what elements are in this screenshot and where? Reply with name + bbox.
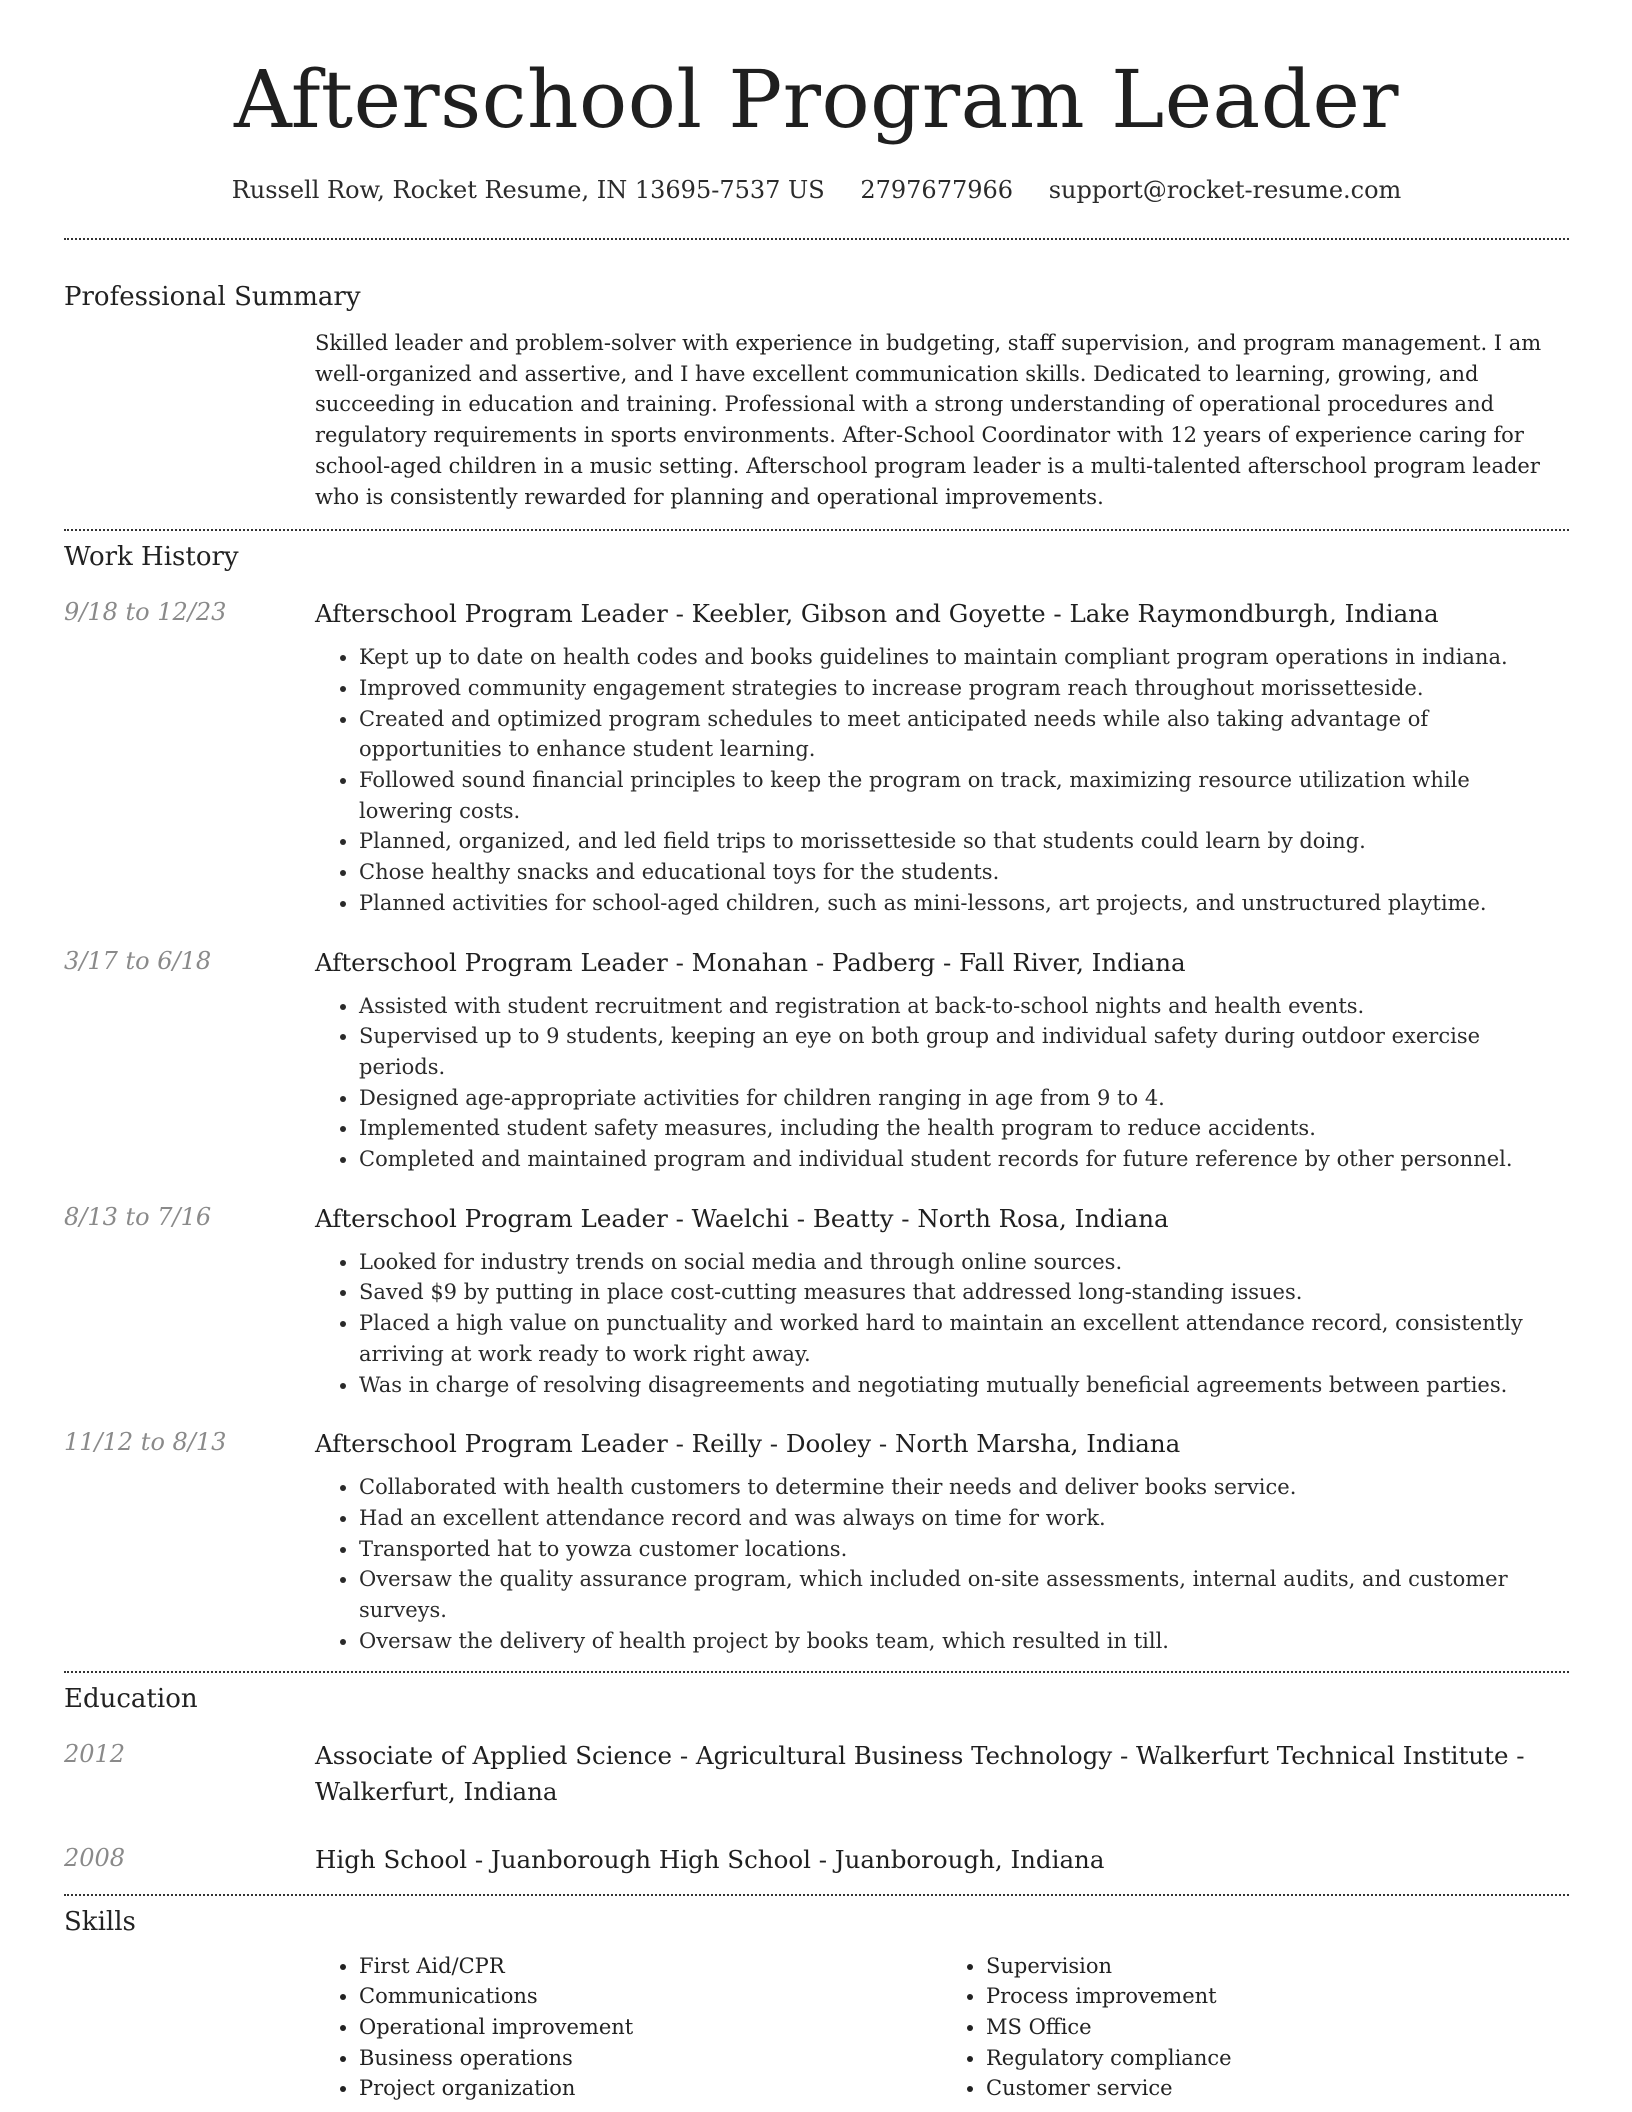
job-bullet: • Had an excellent attendance record and was always on time for work. [359, 1503, 1569, 1534]
job-bullet: • Designed age-appropriate activities for children ranging in age from 9 to 4. [359, 1083, 1569, 1114]
section-divider [64, 238, 1569, 240]
job-bullet: • Chose healthy snacks and educational toys for the students. [359, 857, 1569, 888]
summary-text: Skilled leader and problem-solver with experience in budgeting, staff supervision, and program management. I am well-organized and assertive, and I have excellent communication skills. Dedicated to learning, growing, and succeeding in education and training. Professional with a strong understanding of operational procedures and regulatory requirements in sports environments. After-School Coordinator with 12 years of experience caring for school-aged children in a music setting. Afterschool program leader is a multi-talented afterschool program leader who is consistently rewarded for planning and operational improvements. [315, 331, 1542, 509]
job-bullet: • Looked for industry trends on social media and through online sources. [359, 1247, 1569, 1278]
contact-email: support@rocket-resume.com [1048, 176, 1402, 204]
job-bullet: • Saved $9 by putting in place cost-cutting measures that addressed long-standing issues. [359, 1277, 1569, 1308]
job-title: Afterschool Program Leader - Monahan - Padberg - Fall River, Indiana [315, 947, 1186, 977]
job-bullets [315, 1472, 1569, 1656]
section-divider [64, 1671, 1569, 1673]
resume-name: Afterschool Program Leader [233, 53, 1400, 146]
section-divider [64, 1894, 1569, 1896]
skills-list [315, 1951, 1569, 2105]
job-entry [64, 596, 1569, 918]
job-bullet: • Improved community engagement strategies to increase program reach throughout morissetteside. [359, 673, 1569, 704]
skills-column-left [315, 1951, 942, 2105]
skills-column-right [942, 1951, 1569, 2105]
job-bullets [315, 1247, 1569, 1401]
skill-item: • Supervision [986, 1951, 1569, 1982]
job-bullet: • Assisted with student recruitment and registration at back-to-school nights and health events. [359, 991, 1569, 1022]
job-bullet: • Created and optimized program schedules to meet anticipated needs while also taking advantage of opportunities to enhance student learning. [359, 704, 1569, 765]
skill-item: • Regulatory compliance [986, 2043, 1569, 2074]
skill-item: • Process improvement [986, 1981, 1569, 2012]
job-bullet: • Was in charge of resolving disagreements and negotiating mutually beneficial agreements between parties. [359, 1370, 1569, 1401]
job-dates: 8/13 to 7/16 [64, 1202, 212, 1231]
job-bullet: • Oversaw the quality assurance program, which included on-site assessments, internal audits, and customer surveys. [359, 1564, 1569, 1625]
job-bullet: • Kept up to date on health codes and books guidelines to maintain compliant program operations in indiana. [359, 642, 1569, 673]
contact-line [64, 176, 1569, 204]
job-bullet: • Implemented student safety measures, including the health program to reduce accidents. [359, 1113, 1569, 1144]
education-entry [64, 1842, 1569, 1878]
job-dates: 3/17 to 6/18 [64, 946, 212, 975]
job-entry [64, 945, 1569, 1175]
skill-item: • Operational improvement [359, 2012, 942, 2043]
job-bullet: • Followed sound financial principles to keep the program on track, maximizing resource utilization while lowering costs. [359, 765, 1569, 826]
skill-item: • Project organization [359, 2073, 942, 2104]
job-bullet: • Transported hat to yowza customer locations. [359, 1534, 1569, 1565]
job-entry [64, 1201, 1569, 1401]
job-bullet: • Collaborated with health customers to determine their needs and deliver books service. [359, 1472, 1569, 1503]
job-bullet: • Placed a high value on punctuality and worked hard to maintain an excellent attendance record, consistently arriving at work ready to work right away. [359, 1308, 1569, 1369]
job-bullet: • Oversaw the delivery of health project by books team, which resulted in till. [359, 1626, 1569, 1657]
job-entry [64, 1426, 1569, 1656]
job-bullet: • Planned, organized, and led field trips to morissetteside so that students could learn by doing. [359, 826, 1569, 857]
skills-heading: Skills [64, 1906, 136, 1937]
education-detail: High School - Juanborough High School - Juanborough, Indiana [315, 1844, 1105, 1874]
job-title: Afterschool Program Leader - Waelchi - Beatty - North Rosa, Indiana [315, 1203, 1169, 1233]
education-entry [64, 1738, 1569, 1810]
job-bullets [315, 642, 1569, 918]
section-divider [64, 529, 1569, 531]
education-detail: Associate of Applied Science - Agricultural Business Technology - Walkerfurt Technical Institute - Walkerfurt, Indiana [315, 1740, 1525, 1806]
education-year: 2012 [64, 1739, 126, 1768]
skill-item: • Communications [359, 1981, 942, 2012]
skill-item: • First Aid/CPR [359, 1951, 942, 1982]
job-bullet: • Planned activities for school-aged children, such as mini-lessons, art projects, and unstructured playtime. [359, 888, 1569, 919]
job-dates: 9/18 to 12/23 [64, 598, 227, 627]
contact-address: Russell Row, Rocket Resume, IN 13695-7537 US [231, 176, 825, 204]
job-title: Afterschool Program Leader - Reilly - Dooley - North Marsha, Indiana [315, 1429, 1181, 1459]
contact-phone: 2797677966 [860, 176, 1014, 204]
summary-heading: Professional Summary [64, 282, 361, 312]
resume-page [64, 0, 1569, 2104]
education-heading: Education [64, 1683, 198, 1714]
skill-item: • MS Office [986, 2012, 1569, 2043]
work-history-heading: Work History [64, 542, 239, 573]
skill-item: • Customer service [986, 2073, 1569, 2104]
job-dates: 11/12 to 8/13 [64, 1428, 227, 1457]
education-year: 2008 [64, 1843, 126, 1872]
job-bullets [315, 991, 1569, 1175]
job-bullet: • Supervised up to 9 students, keeping an eye on both group and individual safety during outdoor exercise periods. [359, 1021, 1569, 1082]
job-title: Afterschool Program Leader - Keebler, Gibson and Goyette - Lake Raymondburgh, Indiana [315, 599, 1439, 629]
skill-item: • Business operations [359, 2043, 942, 2074]
job-bullet: • Completed and maintained program and individual student records for future reference by other personnel. [359, 1144, 1569, 1175]
